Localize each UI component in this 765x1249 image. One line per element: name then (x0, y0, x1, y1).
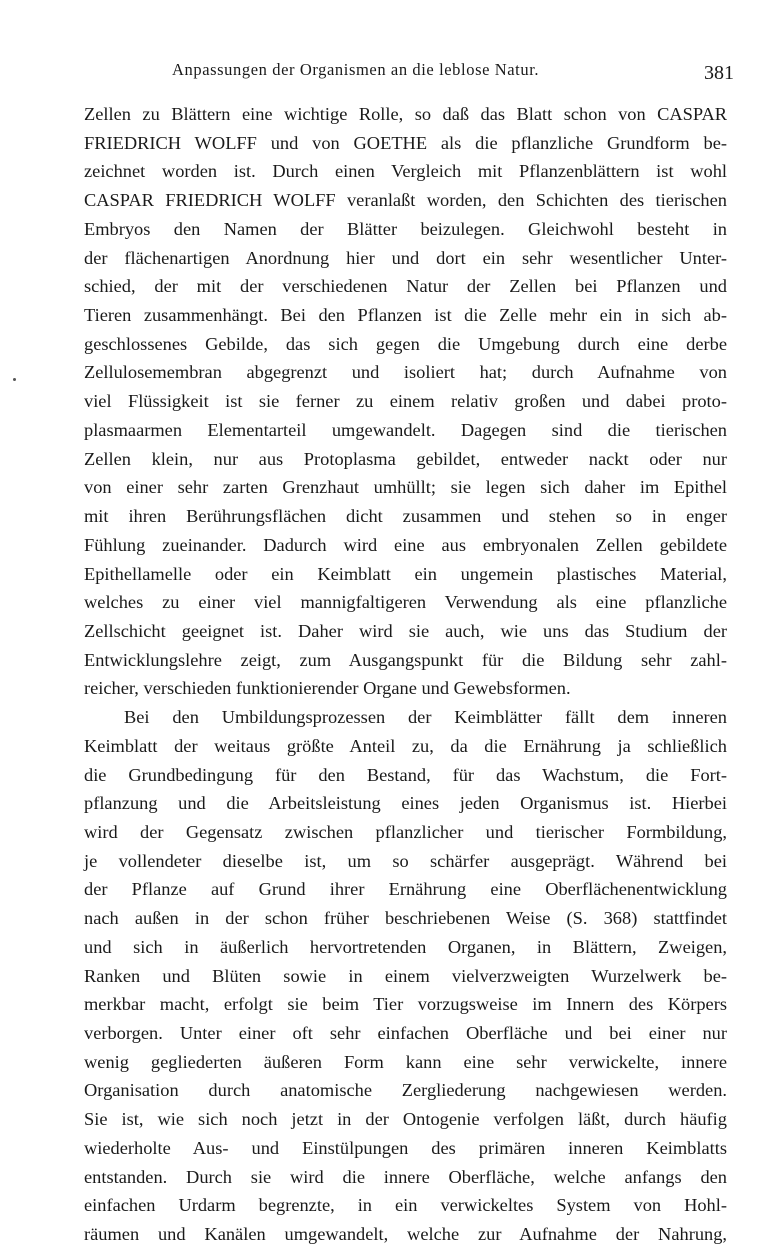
text-line: wird der Gegensatz zwischen pflanzlicher und tierischer Formbildung, (84, 821, 727, 842)
text-line: welches zu einer viel mannigfaltigeren Verwendung als eine pflanzliche (84, 592, 727, 613)
text-line: der Pflanze auf Grund ihrer Ernährung eine Oberflächenentwicklung (84, 879, 727, 900)
text-line: wenig gegliederten äußeren Form kann eine sehr verwickelte, innere (84, 1051, 727, 1072)
text-line: reicher, verschieden funktionierender Organe und Gewebsformen. (84, 678, 571, 699)
text-line: FRIEDRICH WOLFF und von GOETHE als die pflanzliche Grundform be- (84, 132, 727, 153)
text-line: nach außen in der schon früher beschriebenen Weise (S. 368) stattfindet (84, 908, 727, 929)
text-line: geschlossenes Gebilde, das sich gegen die Umgebung durch eine derbe (84, 333, 727, 354)
text-line: der flächenartigen Anordnung hier und dort ein sehr wesentlicher Unter- (84, 247, 727, 268)
text-line: je vollendeter dieselbe ist, um so schärfer ausgeprägt. Während bei (84, 850, 727, 871)
text-line: Fühlung zueinander. Dadurch wird eine aus embryonalen Zellen gebildete (84, 534, 727, 555)
running-title: Anpassungen der Organismen an die leblose Natur. (172, 60, 540, 79)
text-line: Tieren zusammenhängt. Bei den Pflanzen ist die Zelle mehr ein in sich ab- (84, 305, 727, 326)
text-line: Ranken und Blüten sowie in einem vielverzweigten Wurzelwerk be- (84, 965, 727, 986)
text-line: verborgen. Unter einer oft sehr einfachen Oberfläche und bei einer nur (84, 1023, 727, 1043)
text-line: Zellen zu Blättern eine wichtige Rolle, so daß das Blatt schon von CASPAR (84, 104, 727, 124)
text-line: Zellulosemembran abgegrenzt und isoliert hat; durch Aufnahme von (84, 362, 727, 383)
print-speck (13, 378, 16, 381)
text-line: von einer sehr zarten Grenzhaut umhüllt; sie legen sich daher im Epithel (84, 477, 727, 498)
text-line: CASPAR FRIEDRICH WOLFF veranlaßt worden, den Schichten des tierischen (84, 190, 727, 211)
body-text (84, 100, 727, 1249)
text-line: mit ihren Berührungsflächen dicht zusammen und stehen so in enger (84, 506, 727, 527)
text-line: Keimblatt der weitaus größte Anteil zu, da die Ernährung ja schließlich (84, 735, 727, 756)
text-line: Bei den Umbildungsprozessen der Keimblätter fällt dem inneren (124, 707, 727, 728)
paragraph (84, 100, 727, 703)
page-number: 381 (704, 62, 734, 84)
text-line: Zellschicht geeignet ist. Daher wird sie auch, wie uns das Studium der (84, 620, 727, 641)
text-line: Zellen klein, nur aus Protoplasma gebildet, entweder nackt oder nur (84, 448, 727, 469)
text-line: einfachen Urdarm begrenzte, in ein verwickeltes System von Hohl- (84, 1195, 727, 1216)
text-line: Entwicklungslehre zeigt, zum Ausgangspunkt für die Bildung sehr zahl- (84, 649, 727, 670)
text-line: pflanzung und die Arbeitsleistung eines jeden Organismus ist. Hierbei (84, 793, 727, 814)
text-line: Sie ist, wie sich noch jetzt in der Ontogenie verfolgen läßt, durch häufig (84, 1109, 727, 1130)
text-line: zeichnet worden ist. Durch einen Vergleich mit Pflanzenblättern ist wohl (84, 161, 727, 182)
text-line: räumen und Kanälen umgewandelt, welche zur Aufnahme der Nahrung, (84, 1224, 727, 1245)
text-line: schied, der mit der verschiedenen Natur der Zellen bei Pflanzen und (84, 276, 727, 297)
text-line: Embryos den Namen der Blätter beizulegen. Gleichwohl besteht in (84, 218, 727, 239)
running-head (84, 60, 734, 86)
text-line: merkbar macht, erfolgt sie beim Tier vorzugsweise im Innern des Körpers (84, 994, 727, 1015)
text-line: die Grundbedingung für den Bestand, für das Wachstum, die Fort- (84, 764, 727, 785)
paragraph (84, 703, 727, 1249)
text-line: wiederholte Aus- und Einstülpungen des primären inneren Keimblatts (84, 1137, 727, 1158)
text-line: entstanden. Durch sie wird die innere Oberfläche, welche anfangs den (84, 1166, 727, 1187)
text-line: viel Flüssigkeit ist sie ferner zu einem relativ großen und dabei proto- (84, 391, 727, 412)
text-line: Epithellamelle oder ein Keimblatt ein ungemein plastisches Material, (84, 563, 727, 584)
text-line: plasmaarmen Elementarteil umgewandelt. Dagegen sind die tierischen (84, 419, 727, 440)
text-line: und sich in äußerlich hervortretenden Organen, in Blättern, Zweigen, (84, 936, 727, 957)
text-line: Organisation durch anatomische Zergliederung nachgewiesen werden. (84, 1080, 727, 1101)
